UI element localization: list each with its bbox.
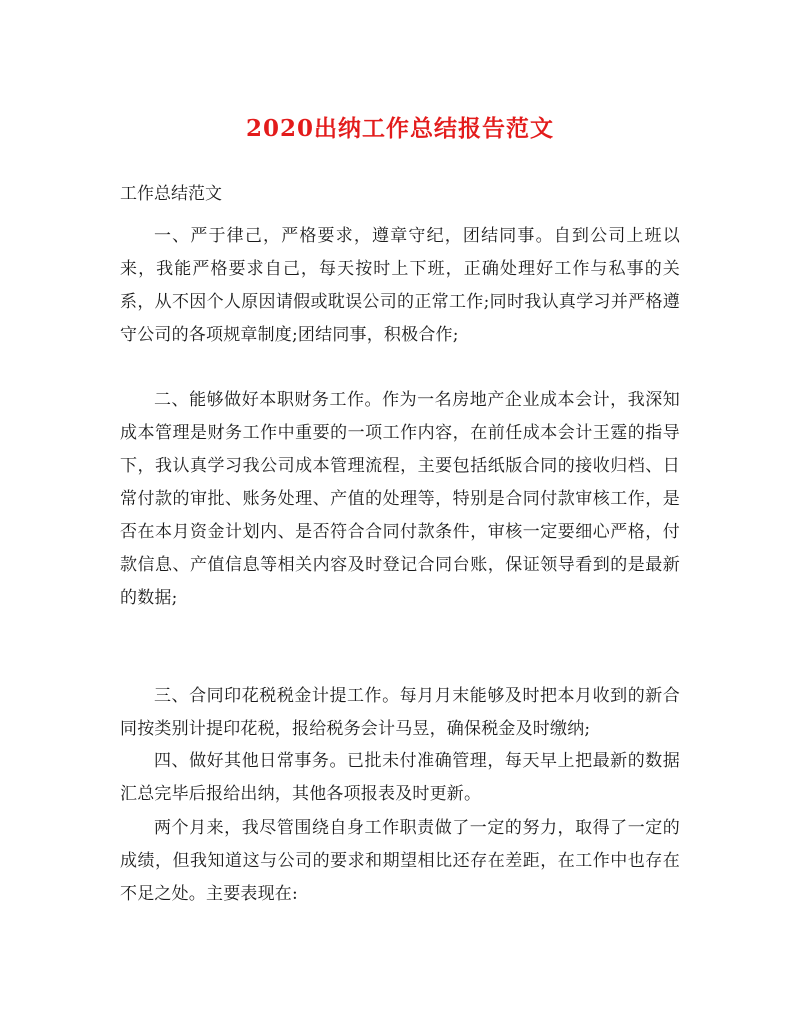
paragraph-summary: 两个月来，我尽管围绕自身工作职责做了一定的努力，取得了一定的成绩，但我知道这与公司的要求和期望相比还存在差距，在工作中也存在不足之处。主要表现在:	[120, 818, 680, 904]
paragraph-financial-work: 二、能够做好本职财务工作。作为一名房地产企业成本会计，我深知成本管理是财务工作中重要的一项工作内容，在前任成本会计王霆的指导下，我认真学习我公司成本管理流程，主要包括纸版合同的接收归档、日常付款的审批、账务处理、产值的处理等，特别是合同付款审核工作，是否在本月资金计划内、是否符合合同付款条件，审核一定要细心严格，付款信息、产值信息等相关内容及时登记合同台账，保证领导看到的是最新的数据;	[120, 390, 680, 608]
document-title: 2020出纳工作总结报告范文	[245, 115, 554, 142]
document-subheading: 工作总结范文	[120, 184, 222, 204]
paragraph-daily-affairs: 四、做好其他日常事务。已批未付准确管理，每天早上把最新的数据汇总完毕后报给出纳，其他各项报表及时更新。	[120, 751, 680, 804]
paragraph-stamp-tax: 三、合同印花税税金计提工作。每月月末能够及时把本月收到的新合同按类别计提印花税，报给税务会计马昱，确保税金及时缴纳;	[120, 686, 680, 739]
paragraph-discipline: 一、严于律己，严格要求，遵章守纪，团结同事。自到公司上班以来，我能严格要求自己，每天按时上下班，正确处理好工作与私事的关系，从不因个人原因请假或耽误公司的正常工作;同时我认真学习并严格遵守公司的各项规章制度;团结同事，积极合作;	[120, 226, 680, 345]
